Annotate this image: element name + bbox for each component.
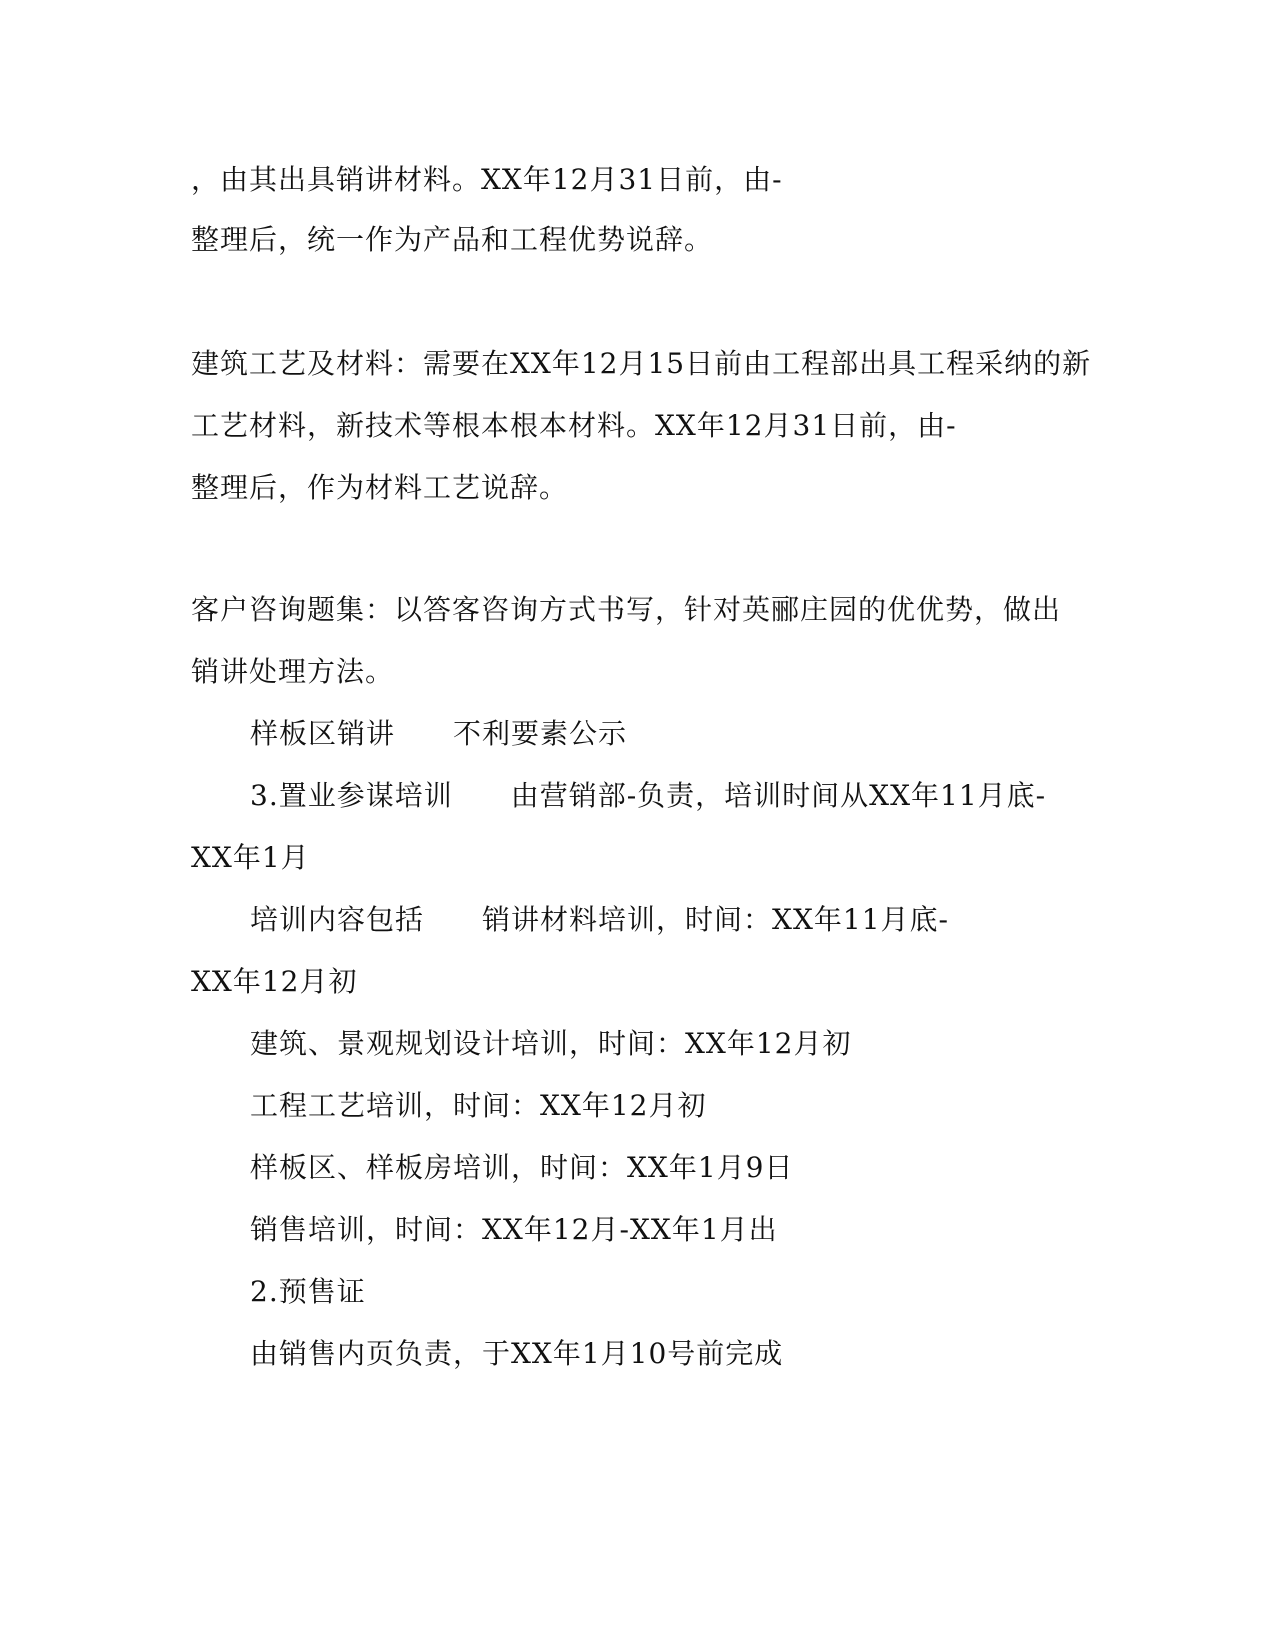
paragraph-line: 整理后，统一作为产品和工程优势说辞。 (191, 223, 714, 256)
item-label: 培训内容包括 (250, 903, 425, 936)
paragraph-line: 整理后，作为材料工艺说辞。 (191, 471, 569, 504)
paragraph-line: 建筑工艺及材料：需要在XX年12月15日前由工程部出具工程采纳的新 (191, 347, 1092, 380)
list-item: 建筑、景观规划设计培训，时间：XX年12月初 (250, 1027, 852, 1060)
list-item (250, 716, 627, 752)
paragraph-line: 工艺材料，新技术等根本根本材料。XX年12月31日前，由- (191, 409, 957, 442)
paragraph-line: XX年1月 (191, 841, 310, 874)
paragraph-line: 销讲处理方法。 (191, 655, 395, 688)
list-item: 销售培训，时间：XX年12月-XX年1月出 (250, 1213, 778, 1246)
item-text: 不利要素公示 (453, 717, 628, 750)
list-item: 由销售内页负责，于XX年1月10号前完成 (250, 1337, 784, 1370)
paragraph-line: 客户咨询题集：以答客咨询方式书写，针对英郦庄园的优优势，做出 (191, 593, 1062, 626)
item-text: 销讲材料培训，时间：XX年11月底- (482, 903, 949, 936)
paragraph-line: XX年12月初 (191, 965, 358, 998)
list-item (250, 902, 949, 938)
list-item (250, 778, 1046, 814)
list-item: 工程工艺培训，时间：XX年12月初 (250, 1089, 707, 1122)
list-item: 样板区、样板房培训，时间：XX年1月9日 (250, 1151, 794, 1184)
section-heading: 2.预售证 (250, 1275, 366, 1308)
item-label: 3.置业参谋培训 (250, 779, 453, 812)
paragraph-line: ，由其出具销讲材料。XX年12月31日前，由- (191, 163, 783, 196)
item-text: 由营销部-负责，培训时间从XX年11月底- (510, 779, 1047, 812)
item-label: 样板区销讲 (250, 717, 396, 750)
